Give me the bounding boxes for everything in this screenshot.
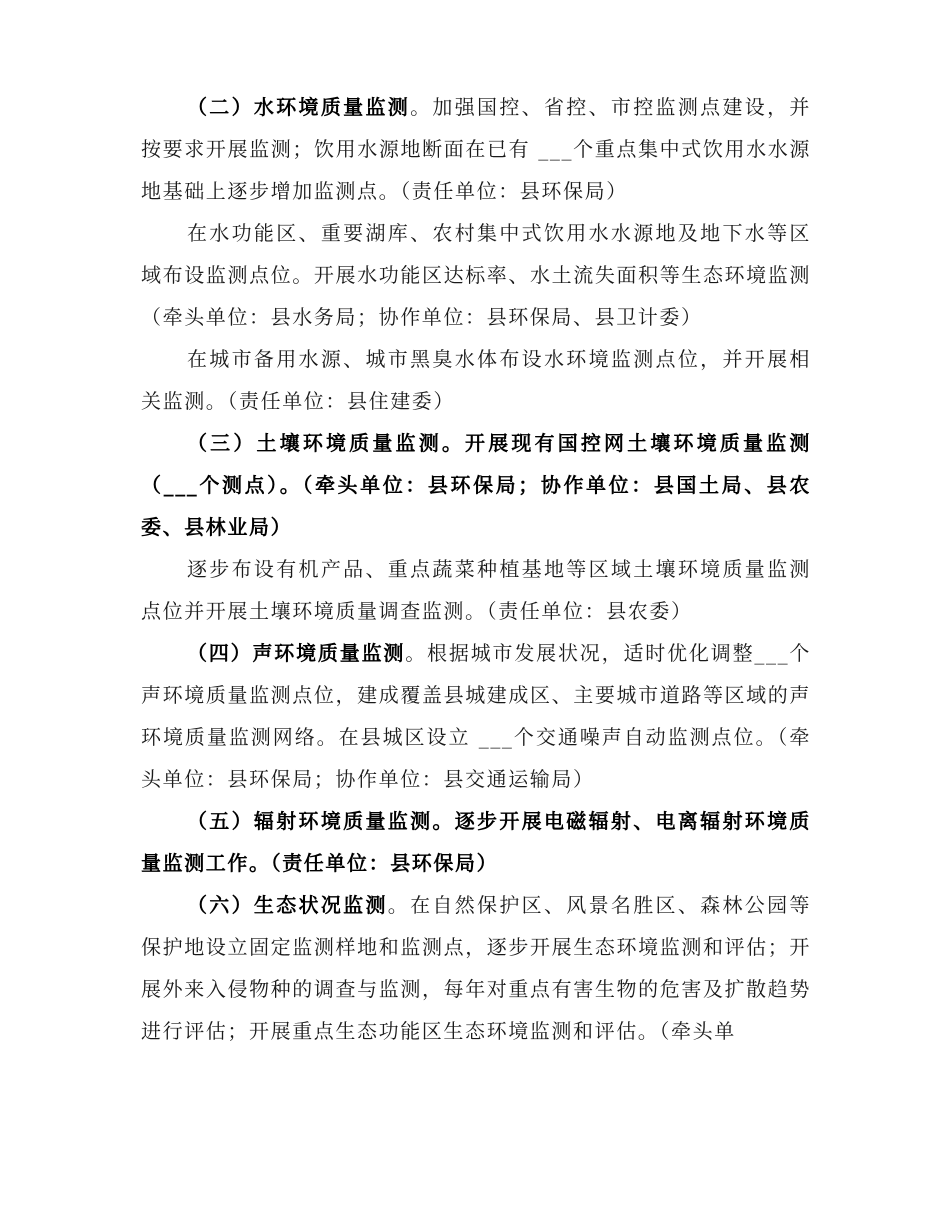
paragraph-soil-quality (141, 422, 811, 548)
paragraph-text: 。根据城市发展状况，适时优化调整___个声环境质量监测点位，建成覆盖县城建成区、主要城市道路等区域的声环境质量监测网络。在县城区设立 ___个交通噪声自动监测点位。（牵头单位：县环保局；协作单位：县交通运输局） (141, 641, 812, 791)
paragraph-soil-survey (141, 548, 811, 632)
paragraph-water-function-zones (141, 212, 811, 338)
heading-soil-quality: （三）土壤环境质量监测。开展现有国控网土壤环境质量监测（___个测点）。（牵头单位：县环保局；协作单位：县国土局、县农委、县林业局） (141, 431, 811, 539)
paragraph-radiation-quality (141, 800, 811, 884)
paragraph-text: 在城市备用水源、城市黑臭水体布设水环境监测点位，并开展相关监测。（责任单位：县住建委） (141, 347, 811, 413)
heading-radiation-quality: （五）辐射环境质量监测。逐步开展电磁辐射、电离辐射环境质量监测工作。（责任单位：县环保局） (141, 809, 811, 875)
paragraph-text: 在水功能区、重要湖库、农村集中式饮用水水源地及地下水等区域布设监测点位。开展水功能区达标率、水土流失面积等生态环境监测（牵头单位：县水务局；协作单位：县环保局、县卫计委） (141, 221, 811, 329)
paragraph-ecology-monitoring (141, 884, 811, 1052)
paragraph-text: 逐步布设有机产品、重点蔬菜种植基地等区域土壤环境质量监测点位并开展土壤环境质量调查监测。（责任单位：县农委） (141, 557, 811, 623)
paragraph-noise-quality (141, 632, 811, 800)
heading-noise-quality: （四）声环境质量监测 (187, 641, 406, 665)
paragraph-water-quality (141, 86, 811, 212)
paragraph-text: 。加强国控、省控、市控监测点建设，并按要求开展监测；饮用水源地断面在已有 ___个重点集中式饮用水水源地基础上逐步增加监测点。（责任单位：县环保局） (141, 95, 811, 203)
heading-ecology-monitoring: （六）生态状况监测 (187, 893, 388, 917)
paragraph-urban-water (141, 338, 811, 422)
paragraph-text: 。在自然保护区、风景名胜区、森林公园等保护地设立固定监测样地和监测点，逐步开展生态环境监测和评估；开展外来入侵物种的调查与监测，每年对重点有害生物的危害及扩散趋势进行评估；开展重点生态功能区生态环境监测和评估。（牵头单 (141, 893, 811, 1043)
document-body (141, 86, 811, 1052)
heading-water-quality: （二）水环境质量监测 (187, 95, 411, 119)
